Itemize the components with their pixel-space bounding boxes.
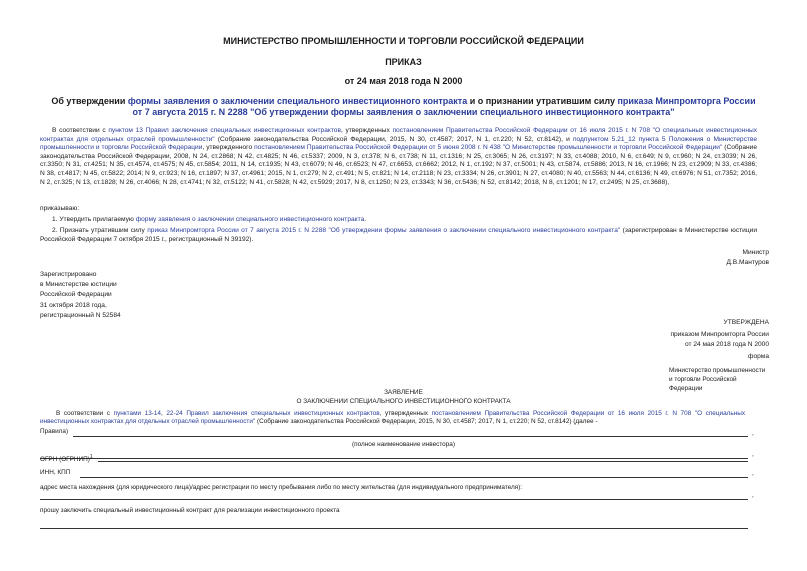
approved-head: УТВЕРЖДЕНА (723, 319, 769, 326)
item-1 (40, 216, 757, 225)
form-intro-post: (Собрание законодательства Российской Федерации, 2015, N 30, ст.4587; 2017, N 1, ст.220; N 52, ст.8142) (далее - (255, 418, 598, 426)
item-2 (40, 227, 757, 244)
signature-name: Д.В.Мантуров (726, 258, 769, 266)
form-intro-mid: , утвержденных (379, 410, 432, 417)
doc-date-number: от 24 мая 2018 года N 2000 (344, 76, 463, 86)
link-resolution-438[interactable]: постановлением Правительства Российской Федерации от 5 июня 2008 г. N 438 "О Министерстве промышленности и торговли Российской Федерации" (254, 144, 723, 152)
title-link-order-2288[interactable]: приказа Минпромторга России от 7 августа 2015 г. N 2288 "Об утверждении формы заявления о заключении специального инвестиционного контракта" (132, 96, 756, 118)
doc-type: ПРИКАЗ (385, 57, 422, 67)
preamble-text-5: (Собрание законодательства Российской Федерации, 2008, N 24, ст.2868; N 42, ст.4825; N 46, ст.5337; 2009, N 3, ст.378; N 6, ст.738; N 11, ст.1316; N 25, ст.3065; N 26, ст.3197; N 33, ст.4088; 2010, N 6, ст.649; N 9, ст.960; N 24, ст.3039; N 26, ст.3350; N 31, ст.4251; N 35, ст.4574, ст.4575; N 45, ст.5854; 2011, N 14, ст.1935; N 43, ст.6079; N 46, ст.6523; N 47, ст.6653, ст.6662; 2012, N 1, ст.192; N 37, ст.5001; N 43, ст.5874, ст.5886; 2013, N 16, ст.1966; N 23, ст.2909; N 33, ст.4386; N 38, ст.4817; N 45, ст.5822; 2014; N 9, ст.923; N 16, ст.1897; N 37, ст.4961; 2015, N 1, ст.279; N 2, ст.491; N 5, ст.821; N 14, ст.2118; N 23, ст.3334; N 26, ст.3901; N 27, ст.4080; N 40, ст.5563; N 44, ст.6136; N 49, ст.6976; N 51, ст.7352; 2016, N 2, ст.325; N 13, ст.1828; N 26, ст.4066; N 28, ст.4741; N 32, ст.5122; N 41, ст.5828; N 42, ст.5929; 2017, N 8, ст.1250; N 23, ст.3343; N 36, ст.5436; N 52, ст.8142; 2018, N 8, ст.1201; N 17, ст.2495; N 25, ст.3688), (40, 144, 757, 186)
registration-block (40, 270, 121, 321)
inn-label: ИНН, КПП (40, 469, 71, 476)
footnote-mark[interactable]: 1 (89, 454, 93, 460)
project-field[interactable] (40, 528, 748, 529)
comma-3: , (752, 470, 754, 477)
link-resolution-708[interactable]: постановлением Правительства Российской Федерации от 16 июля 2015 г. N 708 "О специальных инвестиционных контрактах для отдельных отраслей промышленности" (40, 127, 757, 143)
item-2-post: (зарегистрирован в Министерстве юстиции Российской Федерации 7 октября 2015 г., регистрационный N 39192). (40, 227, 758, 243)
comma-2: , (752, 451, 754, 458)
comma-1: , (752, 430, 754, 437)
approved-line-2: от 24 мая 2018 года N 2000 (684, 341, 769, 349)
title-link-form[interactable]: формы заявления о заключении специального инвестиционного контракта (127, 96, 468, 106)
ogrn-label: ОГРН (ОГРНИП)$^1$ (40, 454, 93, 464)
link-rules-13-14[interactable]: пунктами 13-14 (113, 410, 161, 417)
preamble-text-2: , утвержденных (340, 127, 393, 134)
investor-caption: (полное наименование инвестора) (352, 441, 455, 448)
preamble-text-3: (Собрание законодательства Российской Федерации, 2015, N 30, ст.4587; 2017, N 1, ст.220; N 52, ст.8142), и (214, 135, 573, 143)
investor-name-line[interactable] (73, 436, 748, 437)
registration-line-3: Российской Федерации (40, 291, 112, 299)
item-1-pre: 1. Утвердить прилагаемую (52, 216, 136, 223)
preamble-text-1: В соответствии с (52, 127, 109, 134)
link-regulation-5-21[interactable]: подпунктом 5.21_12 пункта 5 Положения о Министерстве промышленности и торговли Российской Федерации (40, 135, 757, 152)
approved-line-5: и торговли Российской Федерации (669, 376, 737, 392)
form-subtitle: О ЗАКЛЮЧЕНИИ СПЕЦИАЛЬНОГО ИНВЕСТИЦИОННОГО КОНТРАКТА (296, 398, 511, 405)
signature-position: Министр (742, 249, 769, 256)
item-2-pre: 2. Признать утратившим силу (52, 227, 148, 234)
comma-4: , (752, 492, 754, 499)
ministry-heading: МИНИСТЕРСТВО ПРОМЫШЛЕННОСТИ И ТОРГОВЛИ РОССИЙСКОЙ ФЕДЕРАЦИИ (223, 36, 584, 46)
approved-line-4: Министерство промышленности (669, 367, 766, 374)
approved-block (670, 318, 769, 362)
link-rules-item-13[interactable]: пунктом 13 Правил заключения специальных инвестиционных контрактов (108, 127, 341, 134)
form-title: ЗАЯВЛЕНИЕ (384, 389, 423, 396)
registration-line-2: в Министерстве юстиции (40, 281, 117, 289)
signature-block (726, 249, 769, 267)
order-word: приказываю: (40, 205, 80, 212)
investor-name-line-2[interactable] (40, 458, 748, 459)
preamble-text-4: , утвержденного (202, 144, 255, 152)
preamble (40, 127, 757, 187)
approved-line-3: форма (748, 352, 769, 360)
inn-field[interactable] (80, 477, 748, 478)
item-1-link-form[interactable]: форму заявления о заключении специального инвестиционного контракта (135, 216, 365, 223)
page-title (50, 96, 757, 119)
rules-label: Правила) (40, 428, 69, 435)
approved-line-1: приказом Минпромторга России (670, 331, 769, 339)
form-intro-pre: В соответствии с (56, 410, 114, 417)
link-form-resolution-708[interactable]: постановлением Правительства Российской Федерации от 16 июля 2015 г. N 708 "О специальных инвестиционных контрактах для отдельных отраслей промышленности" (40, 410, 746, 426)
form-intro (40, 410, 745, 426)
title-pre: Об утверждении (51, 96, 128, 106)
link-rules-22-24[interactable]: 22-24 Правил заключения специальных инвестиционных контрактов (166, 410, 380, 417)
title-mid: и о признании утратившим силу (467, 96, 618, 106)
address-field[interactable] (40, 499, 748, 500)
registration-line-1: Зарегистрировано (40, 271, 97, 278)
item-2-link-order-2288[interactable]: приказ Минпромторга России от 7 августа 2015 г. N 2288 "Об утверждении формы заявления о заключении специального инвестиционного контракта" (147, 227, 621, 234)
registration-line-5: регистрационный N 52584 (40, 311, 121, 319)
request-label: прошу заключить специальный инвестиционный контракт для реализации инвестиционного проекта (40, 507, 340, 514)
ogrn-field[interactable] (98, 461, 748, 462)
registration-line-4: 31 октября 2018 года, (40, 301, 107, 309)
item-1-post: . (364, 216, 367, 223)
address-label: адрес места нахождения (для юридического лица)/адрес регистрации по месту пребывания либо по месту жительства (для индивидуального предпринимателя): (40, 484, 523, 491)
form-intro-sep: , (160, 410, 167, 417)
